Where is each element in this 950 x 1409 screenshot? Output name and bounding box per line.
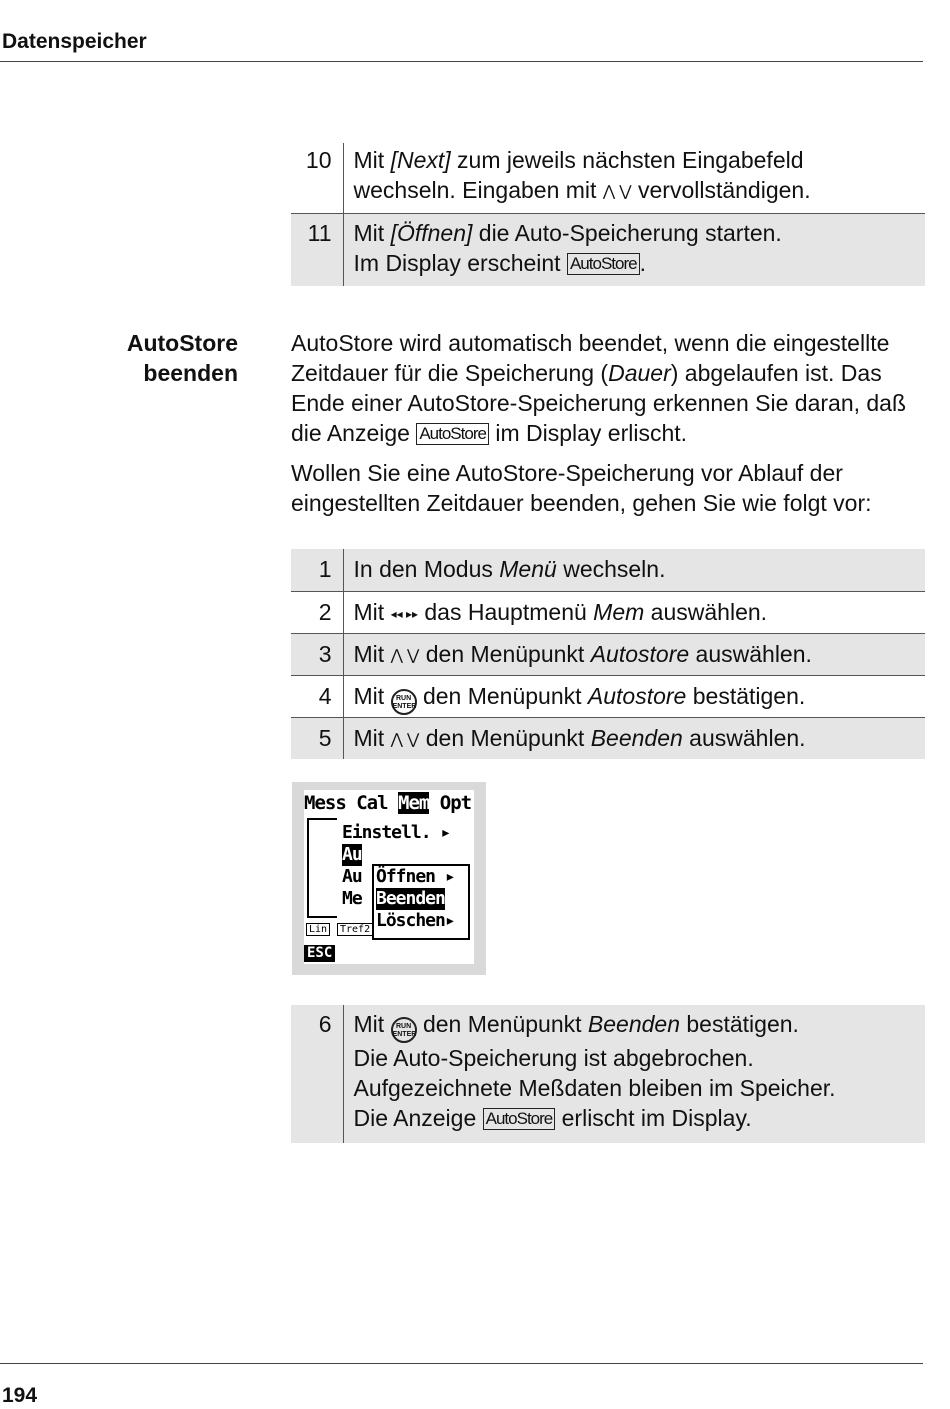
step-number: 5 <box>291 717 343 759</box>
lcd-screen <box>304 790 474 964</box>
lcd-menu-bar: Mess Cal Mem Opt <box>304 792 472 814</box>
lcd-display-screenshot <box>292 782 486 975</box>
steps-table-main <box>291 549 925 759</box>
footer-rule <box>0 1363 923 1364</box>
step-number: 2 <box>291 591 343 633</box>
up-down-keys-icon: ⋀ ⋁ <box>602 183 632 200</box>
autostore-badge: AutoStore <box>416 423 489 445</box>
step-text: Mit ⋀ ⋁ den Menüpunkt Beenden auswählen. <box>343 717 925 759</box>
lcd-submenu: Einstell. ▸ Au Au Me <box>342 822 464 918</box>
step-row-6 <box>291 1005 925 1143</box>
lcd-tref-indicator: Tref2 <box>337 923 373 936</box>
page-number: 194 <box>2 1384 38 1407</box>
step-text: Mit ◂◂ ▸▸ das Hauptmenü Mem auswählen. <box>343 591 925 633</box>
step-number: 10 <box>291 143 343 214</box>
left-right-keys-icon: ◂◂ ▸▸ <box>390 606 418 621</box>
up-down-keys-icon: ⋀ ⋁ <box>390 730 420 748</box>
step-text: Mit [Öffnen] die Auto-Speicherung starten. Im Display erscheint AutoStore . <box>343 214 925 287</box>
header-rule <box>0 61 923 62</box>
step-row-4 <box>291 675 925 717</box>
lcd-popup-beenden-selected: Beenden <box>376 888 445 909</box>
steps-table-bottom <box>291 1005 925 1143</box>
step-number: 6 <box>291 1005 343 1143</box>
run-enter-key-icon: RUN ENTER <box>391 1017 417 1043</box>
section-title: AutoStore beenden <box>126 330 238 386</box>
step-row-2 <box>291 591 925 633</box>
step-text: Mit RUN ENTER den Menüpunkt Beenden bestätigen. Die Auto-Speicherung ist abgebrochen. Aufgezeichnete Meßdaten bleiben im Speicher. Die Anzeige AutoStore erlischt im Display. <box>343 1005 925 1143</box>
lcd-popup-menu: Öffnen ▸ Beenden Löschen▸ <box>372 864 470 940</box>
page-header-title: Datenspeicher <box>2 30 147 53</box>
autostore-badge: AutoStore <box>567 253 640 275</box>
step-number: 4 <box>291 675 343 717</box>
step-text: Mit ⋀ ⋁ den Menüpunkt Autostore auswählen. <box>343 633 925 675</box>
step-number: 3 <box>291 633 343 675</box>
section-paragraph-1: AutoStore wird automatisch beendet, wenn die eingestellte Zeitdauer für die Speicherung (Dauer) abgelaufen ist. Das Ende einer AutoStore-Speicherung erkennen Sie daran, daß die Anzeige AutoStore im Display erlischt. <box>291 330 907 446</box>
step-text: In den Modus Menü wechseln. <box>343 549 925 591</box>
section-paragraph-2: Wollen Sie eine AutoStore-Speicherung vor Ablauf der eingestellten Zeitdauer beenden, gehen Sie wie folgt vor: <box>291 460 872 516</box>
lcd-bracket <box>307 818 337 918</box>
steps-table-top <box>291 143 925 286</box>
step-row-1 <box>291 549 925 591</box>
step-row-10 <box>291 143 925 214</box>
up-down-keys-icon: ⋀ ⋁ <box>390 646 420 664</box>
run-enter-key-icon: RUN ENTER <box>391 689 417 715</box>
step-number: 1 <box>291 549 343 591</box>
lcd-menu-mem-selected: Mem <box>398 792 430 814</box>
step-row-3 <box>291 633 925 675</box>
step-row-11 <box>291 214 925 287</box>
step-number: 11 <box>291 214 343 287</box>
autostore-badge: AutoStore <box>483 1108 556 1130</box>
step-text: Mit [Next] zum jeweils nächsten Eingabefeld wechseln. Eingaben mit ⋀ ⋁ vervollständigen. <box>353 147 811 203</box>
step-text: Mit RUN ENTER den Menüpunkt Autostore bestätigen. <box>343 675 925 717</box>
lcd-esc-softkey: ESC <box>304 945 335 962</box>
lcd-lin-indicator: Lin <box>306 923 330 936</box>
step-row-5 <box>291 717 925 759</box>
